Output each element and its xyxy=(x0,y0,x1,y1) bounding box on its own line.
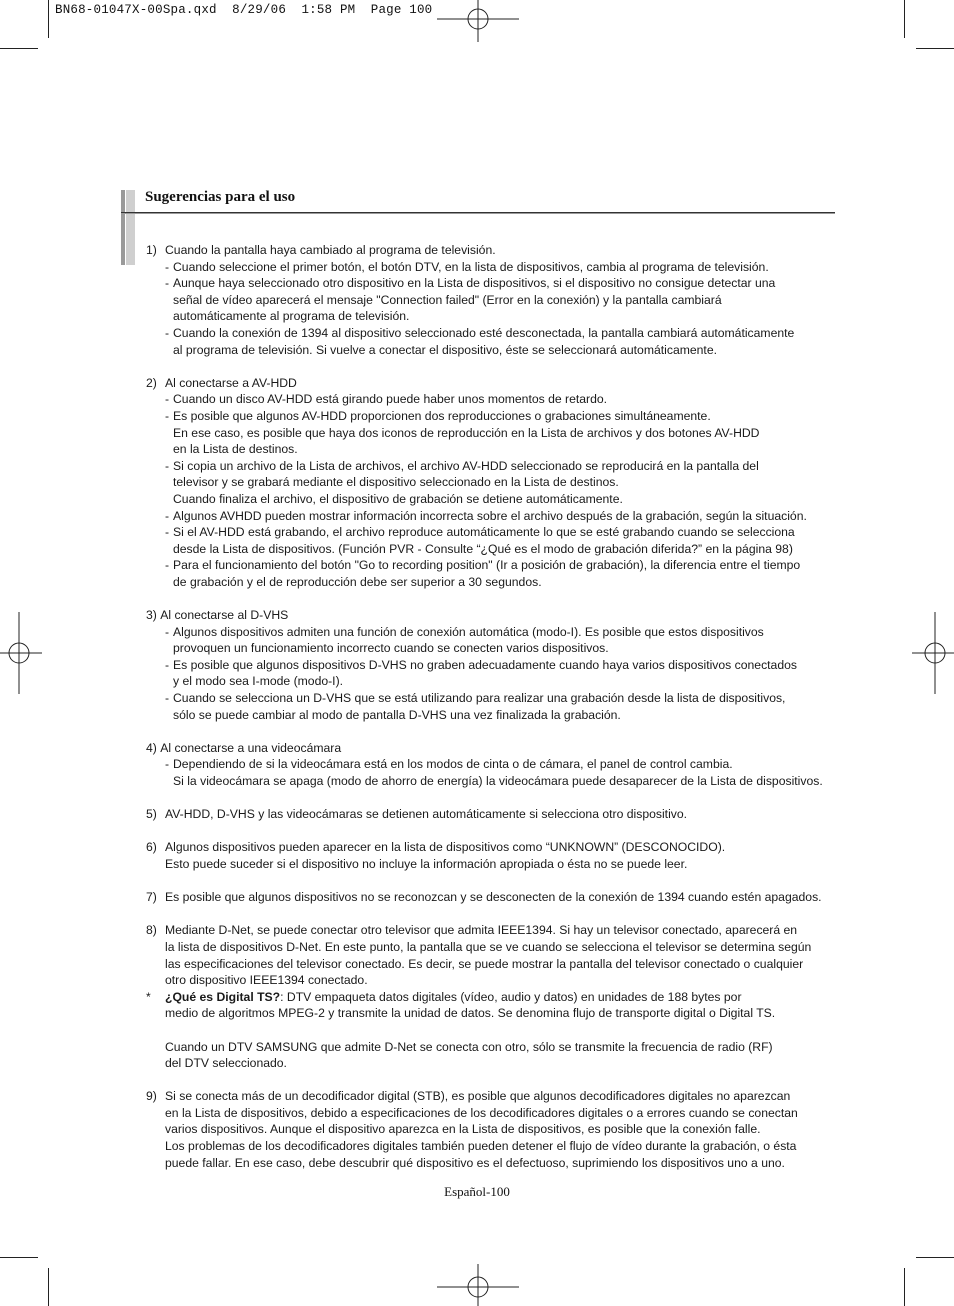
sub-item-text: Para el funcionamiento del botón "Go to recording position" (Ir a posición de grabación), la diferencia entre el tiempo xyxy=(173,558,801,573)
page-number: Español-100 xyxy=(444,1184,510,1199)
list-item xyxy=(146,1088,861,1171)
sub-item-text: Si la videocámara se apaga (modo de ahorro de energía) la videocámara puede desaparecer de la Lista de dispositivos. xyxy=(173,774,823,788)
item-number: 9) xyxy=(146,1089,157,1104)
sub-item-text: Cuando seleccione el primer botón, el botón DTV, en la lista de dispositivos, cambia al programa de televisión. xyxy=(173,259,769,274)
title-rule-shadow xyxy=(121,213,835,214)
sub-item-text: Cuando la conexión de 1394 al dispositivo seleccionado esté desconectada, la pantalla cambiará automáticamente xyxy=(173,325,795,340)
sub-item-text: de grabación y el de reproducción debe ser superior a 30 segundos. xyxy=(173,574,542,589)
note-asterisk: * xyxy=(146,989,151,1004)
registration-mark-top xyxy=(437,0,519,42)
sub-item-text: y el modo sea I-mode (modo-I). xyxy=(173,674,344,689)
sub-item-text: Es posible que algunos dispositivos D-VHS no graben adecuadamente cuando haya varios dispositivos conectados xyxy=(173,657,797,672)
list-item xyxy=(146,889,861,906)
note-term: ¿Qué es Digital TS? xyxy=(165,989,281,1004)
registration-mark-right xyxy=(912,612,954,694)
list-item xyxy=(146,922,861,988)
list-item: 1) Cuando la pantalla haya cambiado al programa de televisión. - Cuando seleccione el primer botón, el botón DTV, en la lista de dispositivos, cambia al programa de televisión. - Aunque haya seleccionado otro dispositivo en la Lista de dispositivos, si el dispositivo no consigue detectar una señal de vídeo aparecerá el mensaje "Connection failed" (Error en la conexión) y la pantalla cambiará automáticamente al programa de televisión. - Cuando la conexión de 1394 al dispositivo seleccionado esté desconectada, la pantalla cambiará automáticamente al programa de televisión. Si vuelve a conectar el dispositivo, éste se seleccionará automáticamente. xyxy=(146,242,861,358)
item-text: la lista de dispositivos D-Net. En este punto, la pantalla que se ve cuando se selecciona el televisor se determina según xyxy=(165,939,812,954)
item-text: Cuando la pantalla haya cambiado al programa de televisión. xyxy=(165,243,496,257)
item-text: Algunos dispositivos pueden aparecer en la lista de dispositivos como “UNKNOWN” (DESCONOCIDO). xyxy=(165,840,726,855)
item-text: Esto puede suceder si el dispositivo no incluye la información apropiada o ésta no se puede leer. xyxy=(165,856,688,871)
sub-item-text: televisor y se grabará mediante el dispositivo seleccionado en la Lista de destinos. xyxy=(173,475,619,490)
item-text: las especificaciones del televisor conectado. Es decir, se puede mostrar la pantalla del televisor conectado o cualquier xyxy=(165,956,804,971)
item-text: AV-HDD, D-VHS y las videocámaras se detienen automáticamente si selecciona otro dispositivo. xyxy=(165,807,688,822)
item-number: 2) xyxy=(146,375,157,390)
sub-item-text: Si el AV-HDD está grabando, el archivo reproduce automáticamente lo que se esté grabando cuando se selecciona xyxy=(173,525,795,540)
list-item: 2) Al conectarse a AV-HDD - Cuando un disco AV-HDD está girando puede haber unos momentos de retardo. - Es posible que algunos AV-HDD proporcionen dos reproducciones o grabaciones simultáneamente. En ese caso, es posible que haya dos iconos de reproducción en la Lista de archivos y dos botones AV-HDD en la Lista de destinos. - Si copia un archivo de la Lista de archivos, el archivo AV-HDD seleccionado se reproducirá en la pantalla del televisor y se grabará mediante el dispositivo seleccionado en la Lista de destinos. Cuando finaliza el archivo, el dispositivo de grabación se detiene automáticamente. - Algunos AVHDD pueden mostrar información incorrecta sobre el archivo después de la grabación, según la situación. - Si el AV-HDD está grabando, el archivo reproduce automáticamente lo que se esté grabando cuando se selecciona desde la Lista de dispositivos. (Función PVR - Consulte “¿Qué es el modo de grabación diferida?” en la página 98) - Para el funcionamiento del botón "Go to recording position" (Ir a posición de grabación), la diferencia entre el tiempo de grabación y el de reproducción debe ser superior a 30 segundos. xyxy=(146,375,861,591)
item-text: Al conectarse al D-VHS xyxy=(160,608,289,623)
sub-item-text: Aunque haya seleccionado otro dispositivo en la Lista de dispositivos, si el dispositivo no consigue detectar una xyxy=(173,276,776,291)
item-text: Mediante D-Net, se puede conectar otro televisor que admita IEEE1394. Si hay un televisor conectado, aparecerá en xyxy=(165,923,798,938)
list-item: 4) Al conectarse a una videocámara - Dependiendo de si la videocámara está en los modos de cinta o de cámara, el panel de control cambia. Si la videocámara se apaga (modo de ahorro de energía) la videocámara puede desaparecer de la Lista de dispositivos. xyxy=(146,740,861,790)
sub-item-text: desde la Lista de dispositivos. (Función PVR - Consulte “¿Qué es el modo de grabación diferida?” en la página 98) xyxy=(173,541,793,556)
sub-item-text: en la Lista de destinos. xyxy=(173,442,298,457)
note-text: medio de algoritmos MPEG-2 y transmite la unidad de datos. Se denomina flujo de transporte digital o Digital TS. xyxy=(165,1006,776,1021)
sub-item-text: Cuando se selecciona un D-VHS que se está utilizando para realizar una grabación desde la lista de dispositivos, xyxy=(173,691,786,706)
item-text: en la Lista de dispositivos, debido a especificaciones de los decodificadores digitales o a errores cuando se conectan xyxy=(165,1105,798,1120)
item-text: Los problemas de los decodificadores digitales también pueden detener el flujo de vídeo durante la grabación, o ésta xyxy=(165,1139,797,1154)
item-number: 5) xyxy=(146,807,157,822)
item-text: Si se conecta más de un decodificador digital (STB), es posible que algunos decodificadores digitales no aparezcan xyxy=(165,1089,791,1104)
sub-item-text: Algunos dispositivos admiten una función de conexión automática (modo-I). Es posible que estos dispositivos xyxy=(173,624,764,639)
item-number: 3) xyxy=(146,608,157,623)
section-title: Sugerencias para el uso xyxy=(145,189,296,205)
sub-item-text: Cuando finaliza el archivo, el dispositivo de grabación se detiene automáticamente. xyxy=(173,491,623,506)
sub-item-text: Dependiendo de si la videocámara está en los modos de cinta o de cámara, el panel de control cambia. xyxy=(173,757,733,772)
note-digital-ts xyxy=(146,989,861,1072)
content-body xyxy=(146,242,861,1188)
print-slug: BN68-01047X-00Spa.qxd 8/29/06 1:58 PM Page 100 xyxy=(55,3,433,17)
item-number: 7) xyxy=(146,890,157,905)
sub-item-text: automáticamente al programa de televisión. xyxy=(173,309,410,324)
list-item: 3) Al conectarse al D-VHS - Algunos dispositivos admiten una función de conexión automática (modo-I). Es posible que estos dispositivos provoquen un funcionamiento incorrecto cuando se conecten varios dispositivos. - Es posible que algunos dispositivos D-VHS no graben adecuadamente cuando haya varios dispositivos conectados y el modo sea I-mode (modo-I). - Cuando se selecciona un D-VHS que se está utilizando para realizar una grabación desde la lista de dispositivos, sólo se puede cambiar al modo de pantalla D-VHS una vez finalizada la grabación. xyxy=(146,607,861,723)
sub-item-text: sólo se puede cambiar al modo de pantalla D-VHS una vez finalizada la grabación. xyxy=(173,707,621,722)
sub-item-text: provoquen un funcionamiento incorrecto cuando se conecten varios dispositivos. xyxy=(173,641,609,656)
item-text: otro dispositivo IEEE1394 conectado. xyxy=(165,973,368,988)
list-item xyxy=(146,839,861,872)
sub-item-text: Es posible que algunos AV-HDD proporcionen dos reproducciones o grabaciones simultáneamente. xyxy=(173,408,711,423)
note-text: Cuando un DTV SAMSUNG que admite D-Net se conecta con otro, sólo se transmite la frecuencia de radio (RF) xyxy=(165,1039,773,1054)
item-text: varios dispositivos. Aunque el dispositivo aparezca en la Lista de dispositivos, es posible que la conexión falle. xyxy=(165,1122,761,1137)
note-text: del DTV seleccionado. xyxy=(165,1056,287,1071)
item-number: 8) xyxy=(146,923,157,938)
item-number: 4) xyxy=(146,740,157,755)
section-accent-bar xyxy=(121,190,135,265)
item-text: Al conectarse a una videocámara xyxy=(160,740,342,755)
item-text: puede fallar. En ese caso, debe descubrir qué dispositivo es el defectuoso, suprimiendo los dispositivos uno a uno. xyxy=(165,1155,785,1170)
sub-item-text: Si copia un archivo de la Lista de archivos, el archivo AV-HDD seleccionado se reproducirá en la pantalla del xyxy=(173,458,759,473)
item-number: 1) xyxy=(146,243,157,257)
sub-item-text: al programa de televisión. Si vuelve a conectar el dispositivo, éste se seleccionará automáticamente. xyxy=(173,342,717,357)
item-text: Es posible que algunos dispositivos no se reconozcan y se desconecten de la conexión de 1394 cuando estén apagados. xyxy=(165,890,822,905)
list-item xyxy=(146,806,861,823)
sub-item-text: En ese caso, es posible que haya dos iconos de reproducción en la Lista de archivos y dos botones AV-HDD xyxy=(173,425,760,440)
sub-item-text: Cuando un disco AV-HDD está girando puede haber unos momentos de retardo. xyxy=(173,392,608,407)
item-number: 6) xyxy=(146,840,157,855)
sub-item-text: Algunos AVHDD pueden mostrar información incorrecta sobre el archivo después de la grabación, según la situación. xyxy=(173,508,807,523)
sub-item-text: señal de vídeo aparecerá el mensaje "Connection failed" (Error en la conexión) y la pantalla cambiará xyxy=(173,292,722,307)
registration-mark-left xyxy=(0,612,42,694)
note-text: : DTV empaqueta datos digitales (vídeo, audio y datos) en unidades de 188 bytes por xyxy=(280,989,742,1004)
registration-mark-bottom xyxy=(437,1264,519,1306)
item-text: Al conectarse a AV-HDD xyxy=(165,375,297,390)
